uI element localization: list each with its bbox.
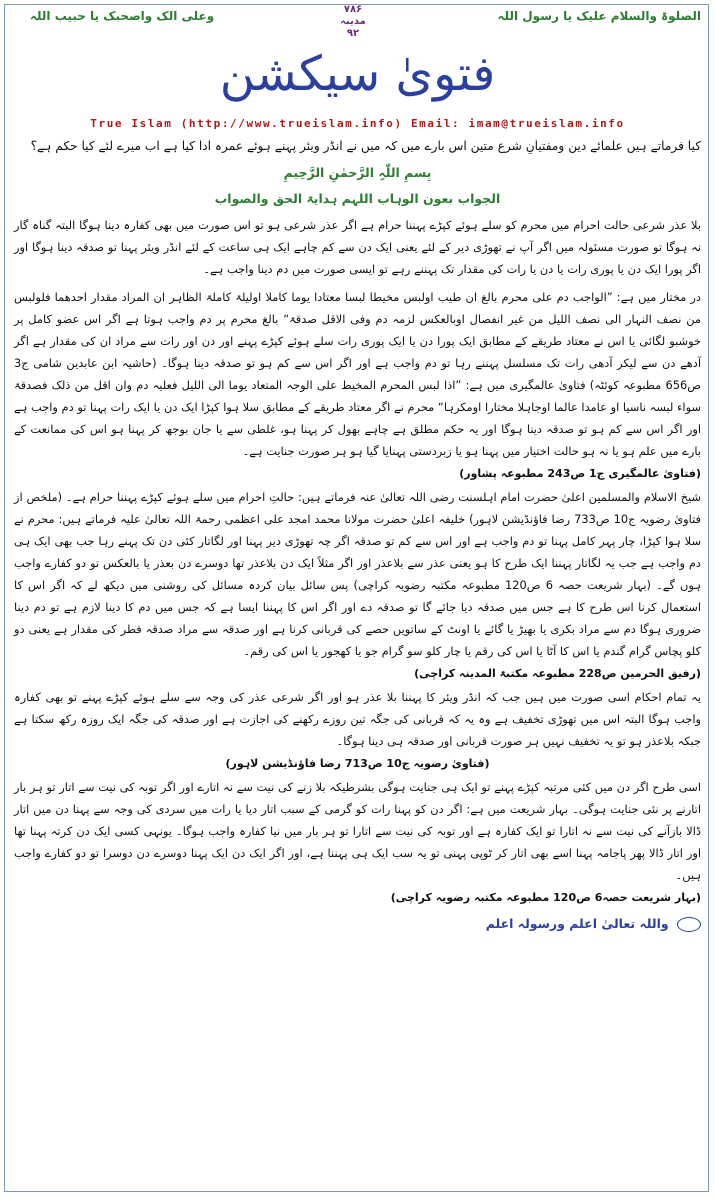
closing-text: واللہ تعالیٰ اعلم ورسولہ اعلم [485, 916, 669, 931]
paragraph-5: اسی طرح اگر دن میں کئی مرتبہ کپڑے پہنے تو ایک ہی جنایت ہوگی بشرطیکہ بلا زنے کی نیت سے نہ اتارے اور اگر توبہ کی نیت سے اتار تو ہر بار اتارنے پر نئی جنایت ہوگی۔ بہار شریعت میں ہے: اگر دن کو پہنا رات کو گرمی کے سبب اتار دیا یا رات میں سردی کی وجہ سے پہنا دن میں اتار ڈالا بازآنے کی نیت سے نہ اتارا تو ایک کفارہ ہے اور توبہ کی نیت سے اتارا تو ہر بار میں نیا کفارہ واجب ہوگا۔ یونہی کسی ایک دن کرتہ پہنا تھا اور اتار ڈالا پھر پاجامہ پہنا اسے بھی اتار کر ٹوپی پہنی تو یہ سب ایک ہی پہننا ہے، اور اگر ایک دن ایک پہنا دوسرے دن دوسرا تو دو کفارے واجب ہیں۔ [14, 780, 701, 882]
reference-2: (رفیق الحرمین ص228 مطبوعہ مکتبۃ المدینہ کراچی) [414, 667, 701, 680]
number-top: ۷۸۶ [343, 4, 363, 15]
salutation-left: وعلی الک واصحبک یا حبیب اللہ [30, 9, 215, 23]
header [0, 0, 715, 39]
paragraph-2: در مختار میں ہے: ”الواجب دم علی محرم بالغ ان طیب اولبس مخیطا لبسا معتادا یوما کاملا اولیلۃ کاملۃ الظاہر ان المراد مقدار احدھما فلولبس من نصف النہار الی نصف اللیل من غیر انفصال اوبالعکس لزمہ دم وفی الاقل صدقۃ“ بالغ محرم پر دم واجب ہوتا ہے اگر اس عضو کامل پر خوشبو لگائی یا اس نے معتاد طریقے کے مطابق ایک پورا دن یا ایک پوری رات سلے ہوئے کپڑے پہنے اور دن اور رات سے مراد ان کی مقدار ہے اگر آدھے دن سے لیکر آدھی رات تک مسلسل پہننے رہا تو دم واجب ہے اور اگر اس سے کم ہو تو صدقہ دینا ہوگا۔ (حاشیہ ابن عابدین شامی ج3 ص656 مطبوعہ کوئٹہ) فتاویٰ عالمگیری میں ہے: ”اذا لبس المحرم المخیط علی الوجہ المتعاد یوما الی اللیل فعلیہ دم وان اقل من ذلک فصدقۃ سواء لبسہ ناسیا او عامدا عالما اوجاہلا مختارا اومکرہا“ محرم نے اگر معتاد طریقے کے مطابق سلا ہوا کپڑا ایک دن یا ایک رات پہنا تو دم واجب ہے اور اگر اس سے کم ہو تو صدقہ دینا ہوگا اور یہ حکم مطلق ہے چاہے بھول کر پہنا ہو، غلطی سے یا جان بوجھ کر پہنا ہو اس کی ممانعت کے بارے میں علم ہو یا نہ ہو حالت اختیار میں پہنا ہو یا زبردستی پہنایا گیا ہو ہر صورت جنایت ہے۔ [14, 290, 701, 458]
number-mid: مدینہ [340, 16, 366, 27]
page-title: فتویٰ سیکشن [219, 46, 496, 102]
question-text: کیا فرماتے ہیں علمائے دین ومفتیانِ شرع متین اس بارے میں کہ میں نے انڈر ویئر پہنے ہوئے عمرہ ادا کیا ہے اب میرے لئے کیا حکم ہے؟ [30, 139, 701, 153]
seal-icon [677, 917, 701, 932]
fatwa-body [14, 136, 701, 1190]
closing-line [14, 915, 701, 933]
number-bottom: ۹۲ [346, 28, 360, 39]
salutation-right: الصلوۃ والسلام علیک یا رسول اللہ [497, 9, 701, 23]
paragraph-4: یہ تمام احکام اسی صورت میں ہیں جب کہ انڈر ویئر کا پہننا بلا عذر ہو اور اگر شرعی عذر کی وجہ سے سلے ہوئے کپڑے پہنے تو بھی کفارہ واجب ہوگا البتہ اس میں تھوڑی تخفیف ہے وہ یہ کہ قربانی کی جگہ تین روزے رکھنے کی اجازت ہے اور صدقہ کی جگہ ایک روزہ رکھ سکتا ہے جبکہ بلاعذر ہو تو یہ تخفیف نہیں ہر صورت قربانی اور صدقہ ہی دینا ہوگا۔ [14, 690, 701, 748]
contact-line: True Islam (http://www.trueislam.info) Email: imam@trueislam.info [90, 117, 625, 130]
reference-3: (فتاویٰ رضویہ ج10 ص713 رضا فاؤنڈیشن لاہور) [225, 757, 490, 770]
paragraph-1: بلا عذر شرعی حالت احرام میں محرم کو سلے ہوئے کپڑے پہننا حرام ہے اگر عذر شرعی ہو تو اس صورت میں بھی کفارہ دینا ہوگا البتہ گناہ گار نہ ہوگا تو صورت مسئولہ میں اگر آپ نے تھوڑی دیر کے لئے یعنی ایک دن سے کم چاہے ایک ہی ساعت کے لئے انڈر ویئر پہنا تو صدقہ دینا ہوگا اور اگر پورا ایک دن یا پوری رات یا دن یا رات کی مقدار تک پہننے رہے تو ایسی صورت میں دم دینا واجب ہے۔ [14, 218, 701, 276]
page-number-block [333, 4, 373, 40]
reference-4: (بہار شریعت حصہ6 ص120 مطبوعہ مکتبہ رضویہ کراچی) [390, 891, 701, 904]
answer-heading: الجواب بعون الوہاب اللہم ہدایۃ الحق والصواب [214, 191, 501, 206]
paragraph-3: شیخ الاسلام والمسلمین اعلیٰ حضرت امام اہلسنت رضی اللہ تعالیٰ عنہ فرماتے ہیں: حالتِ احرام میں سلے ہوئے کپڑے پہننا حرام ہے۔ (ملخص از فتاویٰ رضویہ ج10 ص733 رضا فاؤنڈیشن لاہور) خلیفہ اعلیٰ حضرت مولانا محمد امجد علی اعظمی رحمۃ اللہ تعالیٰ علیہ فرماتے ہیں: محرم نے سلا ہوا کپڑا، چار پہر کامل پہنا تو دم واجب ہے اور اس سے کم تو صدقہ اگر چہ تھوڑی دیر پہنا اور لگاتار کئی دن تک پہنے رہا جب بھی ایک ہی دم واجب ہے جب یہ لگاتار پہننا ایک طرح کا ہو یعنی عذر سے بلاعذر اور اگر مثلاً ایک دن بلاعذر تھا دوسرے دن بعذر یا بالعکس تو دو کفارے واجب ہوں گے۔ (بہار شریعت حصہ 6 ص120 مطبوعہ مکتبہ رضویہ کراچی) پس سائل بیان کردہ مسائل کی روشنی میں دیکھ لے کہ اگر اس کا استعمال کرنا اس طرح کا ہے جس میں صدقہ دیا جائے گا تو صدقہ دے اور اگر اس کا پہننا ایسا ہے کہ جس میں دم کا دینا لازم ہے تو دم دینا ضروری ہوگا دم سے مراد بکری یا بھیڑ یا گائے یا اونٹ کے ساتویں حصے کی قربانی کرنا ہے اور صدقہ سے مراد صدقہ فطر کی مقدار ہے یعنی دو کلو پچاس گرام گندم یا اس کا آٹا یا اس کی رقم یا چار کلو سو گرام جو یا کھجور یا اس کی رقم۔ [14, 490, 701, 658]
bismillah: بِسمِ اللّٰہِ الرَّحمٰنِ الرَّحِیمِ [283, 165, 432, 180]
reference-1: (فتاویٰ عالمگیری ج1 ص243 مطبوعہ پشاور) [459, 467, 701, 480]
